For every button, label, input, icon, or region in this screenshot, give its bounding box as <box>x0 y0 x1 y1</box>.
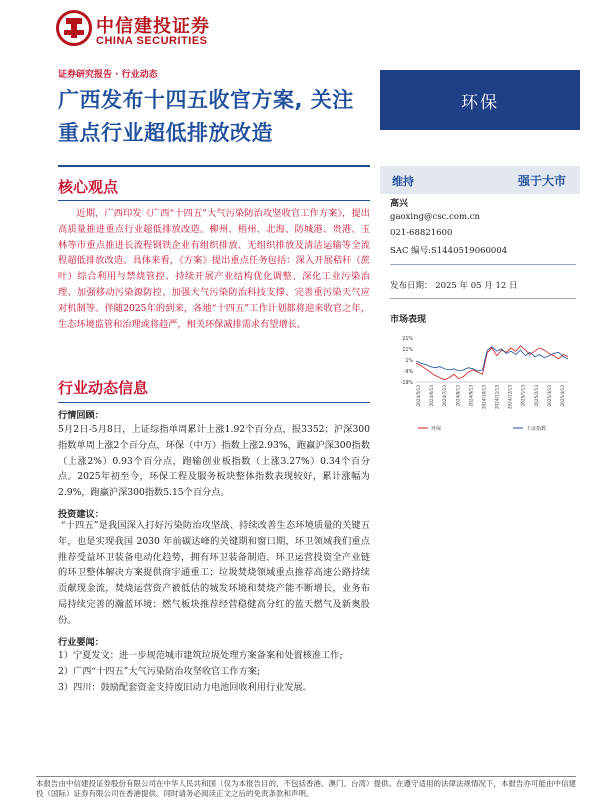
x-tick-label: 2025/4/13 <box>560 385 565 407</box>
report-title-line2: 重点行业超低排放改造 <box>58 121 273 145</box>
news-item: 1）宁夏发文：进一步规范城市建筑垃圾处理方案备案和处置核准工作; <box>58 650 343 661</box>
core-view-heading: 核心观点 <box>58 178 119 196</box>
news-item: 3）四川：鼓励配套资金支持废旧动力电池回收利用行业发展。 <box>58 681 312 693</box>
y-tick-label: -9% <box>403 370 413 375</box>
y-tick-label: 11% <box>402 348 413 353</box>
x-tick-label: 2024/7/13 <box>442 385 448 407</box>
y-tick-label: 1% <box>405 359 413 364</box>
x-tick-label: 2025/2/13 <box>533 385 539 407</box>
logo-text-en: CHINA SECURITIES <box>96 35 208 47</box>
analyst-sac-number: SAC 编号:S1440519060004 <box>390 246 508 256</box>
legend-label: 上证指数 <box>526 426 547 432</box>
right-divider <box>390 264 576 265</box>
x-tick-label: 2025/1/13 <box>520 385 526 407</box>
analyst-phone: 021-68821600 <box>390 228 453 238</box>
industry-info-heading: 行业动态信息 <box>58 379 149 397</box>
market-performance-title: 市场表现 <box>390 315 427 325</box>
x-tick-label: 2024/9/13 <box>468 385 474 407</box>
x-tick-label: 2024/12/13 <box>507 385 513 410</box>
report-title-line1: 广西发布十四五收官方案, 关注 <box>58 88 354 112</box>
publish-date: 发布日期： 2025 年 05 月 12 日 <box>390 281 518 291</box>
x-tick-label: 2024/6/13 <box>429 385 435 407</box>
rating-value: 强于大市 <box>517 174 566 188</box>
title-divider <box>58 165 370 167</box>
y-tick-label: -19% <box>400 381 413 386</box>
x-tick-label: 2025/3/13 <box>546 385 552 407</box>
right-divider <box>390 298 576 299</box>
footer-divider <box>36 776 576 777</box>
x-tick-label: 2024/5/13 <box>416 385 421 407</box>
news-item: 2）广西“十四五”大气污染防治攻坚收官工作方案; <box>58 665 261 677</box>
x-tick-label: 2024/10/13 <box>481 385 487 410</box>
y-tick-label: 21% <box>402 337 413 342</box>
core-view-text: 近期，广西印发《广西“十四五”大气污染防治攻坚收官工作方案》，提出高质量推进重点行业超低排放改造。柳州、梧州、北海、防城港、贵港、玉林等市重点推进长流程钢铁企业有组织排放、无组织排放及清洁运输等全流程超低排放改造。具体来看，《方案》提出重点任务包括：深入开展秸秆（蔗叶）综合利用与禁烧管控、持续开展产业结构优化调整、深化工业污染治理、加强移动污染源防控、加强大气污染防治科技支撑、完善重污染天气应对机制等。伴随2025年的到来，各地“十四五”工作计划都将迎来收官之年，生态环境监管和治理或将趋严，相关环保减排需求有望增长。 <box>58 208 370 330</box>
industry-info-divider <box>58 402 370 403</box>
x-tick-label: 2024/11/13 <box>494 385 500 410</box>
logo-text-cn: 中信建投证券 <box>96 16 210 37</box>
market-performance-chart <box>388 330 578 435</box>
document-type: 证券研究报告 · 行业动态 <box>58 70 158 80</box>
market-review-title: 行情回顾： <box>58 410 104 421</box>
rating-bar <box>380 166 580 194</box>
market-review-text: 5月2日-5月8日，上证综指单周累计上涨1.92个百分点，报3352；沪深300指数单周上涨2个百分点，环保（中万）指数上涨2.93%，跑赢沪深300指数（上涨2%）0.93个百分点，跑输创业板指数（上涨3.27%）0.34个百分点。2025年初至今，环保工程及服务板块整体指数表现较好，累计涨幅为2.9%，跑赢沪深300指数5.15个百分点。 <box>58 424 370 499</box>
logo-mark-icon <box>56 10 92 46</box>
disclaimer-footer: 本报告由中信建投证券股份有限公司在中华人民共和国（仅为本报告目的，不包括香港、澳门、台湾）提供。在遵守适用的法律法规情况下，本报告亦可能由中信建投（国际）证券有限公司在香港提供。同时请务必阅读正文之后的免责条款和声明。 <box>36 779 576 798</box>
series-line-环保 <box>416 346 568 380</box>
investment-advice-text: “十四五”是我国深入打好污染防治攻坚战、持续改善生态环境质量的关键五年，也是实现我国 2030 年前碳达峰的关键期和窗口期，环卫领域我们重点推荐受益环卫装备电动化趋势，拥有环卫装备制造、环卫运营投资全产业链的环卫整体解决方案提供商宇通重工；垃圾焚烧领域重点推荐高速公路持续贡献现金流，焚烧运营资产被低估的城发环境和焚烧产能不断增长，业务布局持续完善的瀚蓝环境；燃气板块推荐经营稳健高分红的蓝天燃气及新奥股份。 <box>58 520 370 626</box>
investment-advice-title: 投资建议： <box>58 509 104 520</box>
industry-news-title: 行业要闻： <box>58 637 104 648</box>
core-view-divider <box>58 200 370 201</box>
analyst-name: 高兴 <box>390 199 409 209</box>
sector-label: 环保 <box>380 70 580 130</box>
legend-label: 环保 <box>431 426 442 432</box>
industry-news-list <box>58 648 370 695</box>
analyst-email: gaoxing@csc.com.cn <box>390 212 481 222</box>
company-logo <box>56 8 236 50</box>
x-tick-label: 2024/8/13 <box>455 385 461 407</box>
rating-action: 维持 <box>392 175 414 188</box>
